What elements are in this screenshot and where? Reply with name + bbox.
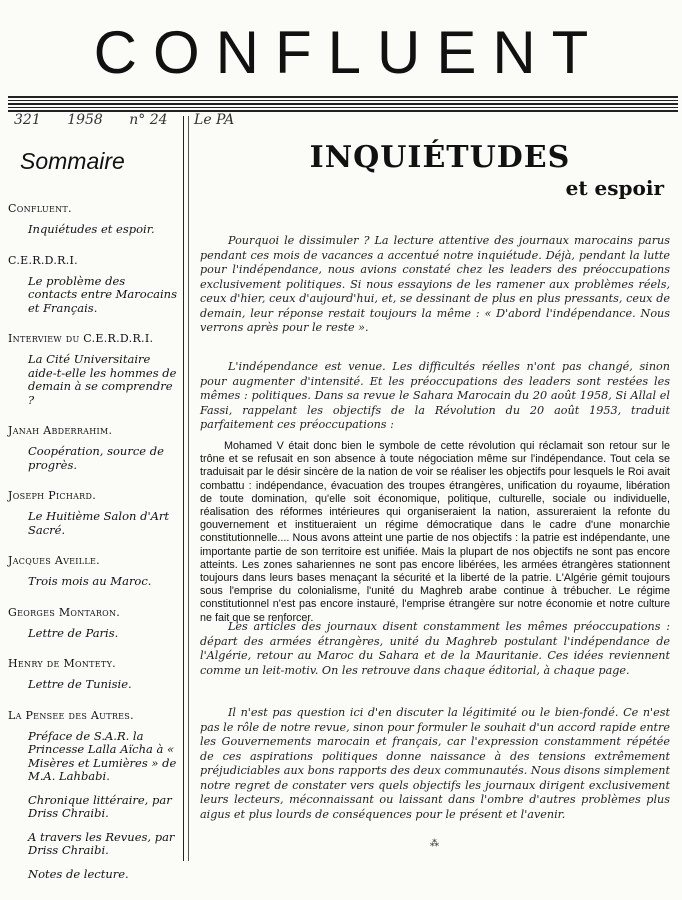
toc-item: Chronique littéraire, par Driss Chraibi.	[28, 792, 172, 820]
toc-author: Jacques Aveille.	[8, 554, 100, 567]
toc-item: Le problème des contacts entre Marocains et Français.	[28, 273, 177, 315]
sommaire-title: Sommaire	[20, 148, 125, 174]
paragraph-text: L'indépendance est venue. Les difficultés réelles n'ont pas changé, sinon pour augmenter d'intensité. Et les préoccupations des leaders sont restées les mêmes : politiques. Dans sa revue le Sahara Marocain du 20 août 1958, Si Allal el Fassi, rappelant les objectifs de la Révolution du 20 août 1953, traduit parfaitement ces préoccupations :	[200, 360, 670, 431]
ornament-asterism: ⁂	[430, 839, 439, 849]
handwritten-annotation	[14, 112, 256, 128]
article-paragraph-3	[200, 620, 670, 678]
toc-section	[8, 202, 178, 237]
toc-section	[8, 332, 178, 407]
table-of-contents	[8, 202, 178, 898]
toc-section	[8, 709, 178, 882]
toc-author: Janah Abderrahim.	[8, 424, 113, 437]
paragraph-text: Les articles des journaux disent constamment les mêmes préoccupations : départ des armées étrangères, unité du Maghreb postulant l'indépendance de l'Algérie, retour au Maroc du Sahara et de la Mauritanie. Ces idées reviennent comme un leit-motiv. On les retrouve dans chaque éditorial, à chaque page.	[200, 620, 670, 677]
toc-section	[8, 489, 178, 537]
toc-author: Confluent.	[8, 202, 72, 215]
article-subhead: et espoir	[565, 176, 664, 200]
toc-item: A travers les Revues, par Driss Chraibi.	[28, 829, 175, 857]
paragraph-text: Pourquoi le dissimuler ? La lecture attentive des journaux marocains parus pendant ces mois de vacances a accentué notre inquiétude. Déjà, pendant la lutte pour l'indépendance, nous avions constaté chez les leaders des préoccupations exclusivement politiques. Si nous essayions de les ramener aux problèmes réels, ceux d'hier, ceux d'aujourd'hui, et, se dessinant de plus en plus pressants, ceux de demain, leur réponse restait toujours la même : « D'abord l'indépendance. Nous verrons après pour le reste ».	[200, 234, 670, 334]
toc-item: Lettre de Tunisie.	[28, 677, 132, 691]
toc-author: C.E.R.D.R.I.	[8, 253, 78, 267]
toc-author: La Pensee des Autres.	[8, 708, 134, 722]
toc-author: Joseph Pichard.	[8, 489, 97, 502]
column-divider	[183, 116, 184, 861]
toc-author: Georges Montaron.	[8, 605, 121, 619]
toc-section	[8, 657, 178, 692]
handwritten-number: 321	[14, 112, 41, 128]
article-headline: INQUIÉTUDES	[309, 140, 571, 175]
article-paragraph-2	[200, 360, 670, 433]
quote-text: Mohamed V était donc bien le symbole de cette révolution qui réclamait son retour sur le trône et se refusait en son absence à toute négociation même sur l'indépendance. Tout cela se traduisait par le désir sincère de la nation de voir se réaliser les objectifs pour lesquels le Roi avait combattu : indépendance, évacuation des troupes étrangères, unification du royaume, libération de toute domination, qu'elle soit économique, politique, culturelle, sociale ou individuelle, réalisation des réformes intérieures qui organiseraient la nation, assureraient la refonte du gouvernement et institueraient un régime démocratique dans le cadre d'une monarchie constitutionnelle.... Nous avons atteint une partie de nos objectifs : la patrie est indépendante, une importante partie de son territoire est unifiée. Mais la plupart de nos objectifs ne sont pas encore atteints. Les zones sahariennes ne sont pas encore libérées, les armées étrangères stationnent toujours dans leurs bases menaçant la sécurité et la liberté de la patrie. L'Algérie gémit toujours sous l'emprise du colonialisme, l'unité du Maghreb arabe continue à trébucher. Le régime constitutionnel n'est pas encore instauré, l'emprise étrangère sur notre économie et notre culture ne fait que se renforcer.	[200, 440, 670, 624]
column-divider-inner	[188, 116, 189, 861]
article-paragraph-1	[200, 234, 670, 336]
toc-section	[8, 424, 178, 472]
masthead-title: CONFLUENT	[93, 19, 605, 86]
toc-item: Préface de S.A.R. la Princesse Lalla Aïcha à « Misères et Lumières » de M.A. Lahbabi.	[28, 728, 177, 783]
toc-item: La Cité Universitaire aide-t-elle les hommes de demain à se comprendre ?	[28, 352, 177, 407]
toc-item: Lettre de Paris.	[28, 625, 119, 640]
paragraph-text: Il n'est pas question ici d'en discuter la légitimité ou le bien-fondé. Ce n'est pas le rôle de notre revue, sinon pour formuler le souhait d'un accord rapide entre les Gouvernements marocain et français, car l'expression constamment répétée de ces aspirations politiques donne naissance à des tensions extrêmement préjudiciables aux bons rapports des deux communautés. Nous disons simplement notre regret de constater vers quels objectifs les journaux dirigent exclusivement leurs lecteurs, méconnaissant ou laissant dans l'ombre d'autres problèmes plus aigus et plus lourds de conséquences pour le présent et l'avenir.	[200, 706, 670, 821]
toc-author: Henry de Montety.	[8, 657, 116, 670]
article-paragraph-4	[200, 706, 670, 822]
toc-section	[8, 254, 178, 316]
article-quote	[200, 440, 670, 625]
toc-item: Coopération, source de progrès.	[28, 444, 164, 472]
toc-author: Interview du C.E.R.D.R.I.	[8, 332, 154, 345]
handwritten-year: 1958	[67, 112, 103, 128]
toc-item: Notes de lecture.	[28, 866, 129, 881]
toc-section	[8, 606, 178, 641]
handwritten-issue: n° 24	[129, 112, 168, 128]
toc-item: Trois mois au Maroc.	[28, 574, 152, 588]
toc-section	[8, 554, 178, 589]
toc-item: Le Huitième Salon d'Art Sacré.	[28, 509, 170, 537]
toc-item: Inquiétudes et espoir.	[28, 222, 155, 236]
handwritten-source: Le PA	[194, 112, 235, 128]
